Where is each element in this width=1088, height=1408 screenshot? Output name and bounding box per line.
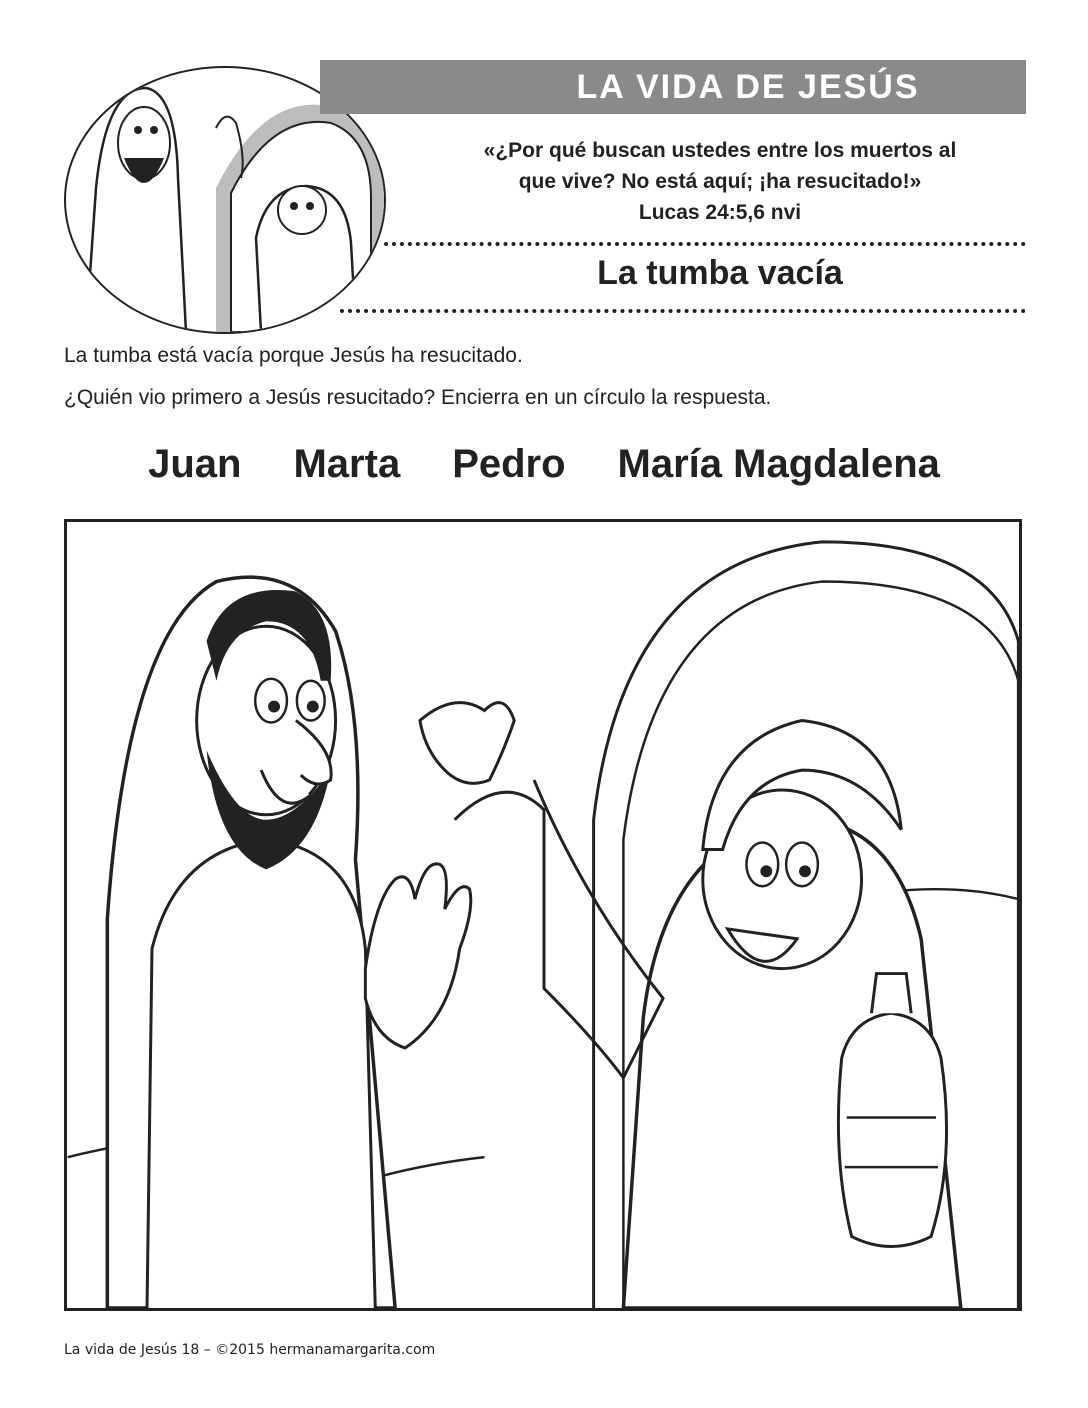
answer-choice-pedro[interactable]: Pedro [452, 442, 566, 486]
lesson-title: La tumba vacía [597, 254, 843, 292]
series-title: LA VIDA DE JESÚS [576, 67, 920, 106]
answer-choice-juan[interactable]: Juan [148, 442, 242, 486]
coloring-illustration [67, 522, 1019, 1308]
lesson-statement: La tumba está vacía porque Jesús ha resucitado. [64, 344, 523, 367]
answer-choices [64, 442, 1024, 487]
verse-line-2: que vive? No está aquí; ¡ha resucitado!» [518, 170, 922, 193]
lesson-question: ¿Quién vio primero a Jesús resucitado? Encierra en un círculo la respuesta. [64, 386, 772, 409]
footer-credit: La vida de Jesús 18 – ©2015 hermanamargarita.com [64, 1342, 436, 1358]
bible-verse [420, 135, 1020, 228]
dotted-divider-top [384, 242, 1026, 246]
dotted-divider-bottom [340, 309, 1026, 313]
coloring-illustration-frame [64, 519, 1022, 1311]
verse-reference: Lucas 24:5,6 nvi [638, 201, 802, 224]
answer-choice-marta[interactable]: Marta [293, 442, 401, 486]
answer-choice-maria-magdalena[interactable]: María Magdalena [617, 442, 940, 486]
series-title-band [320, 60, 1026, 114]
verse-line-1: «¿Por qué buscan ustedes entre los muertos al [483, 139, 957, 162]
